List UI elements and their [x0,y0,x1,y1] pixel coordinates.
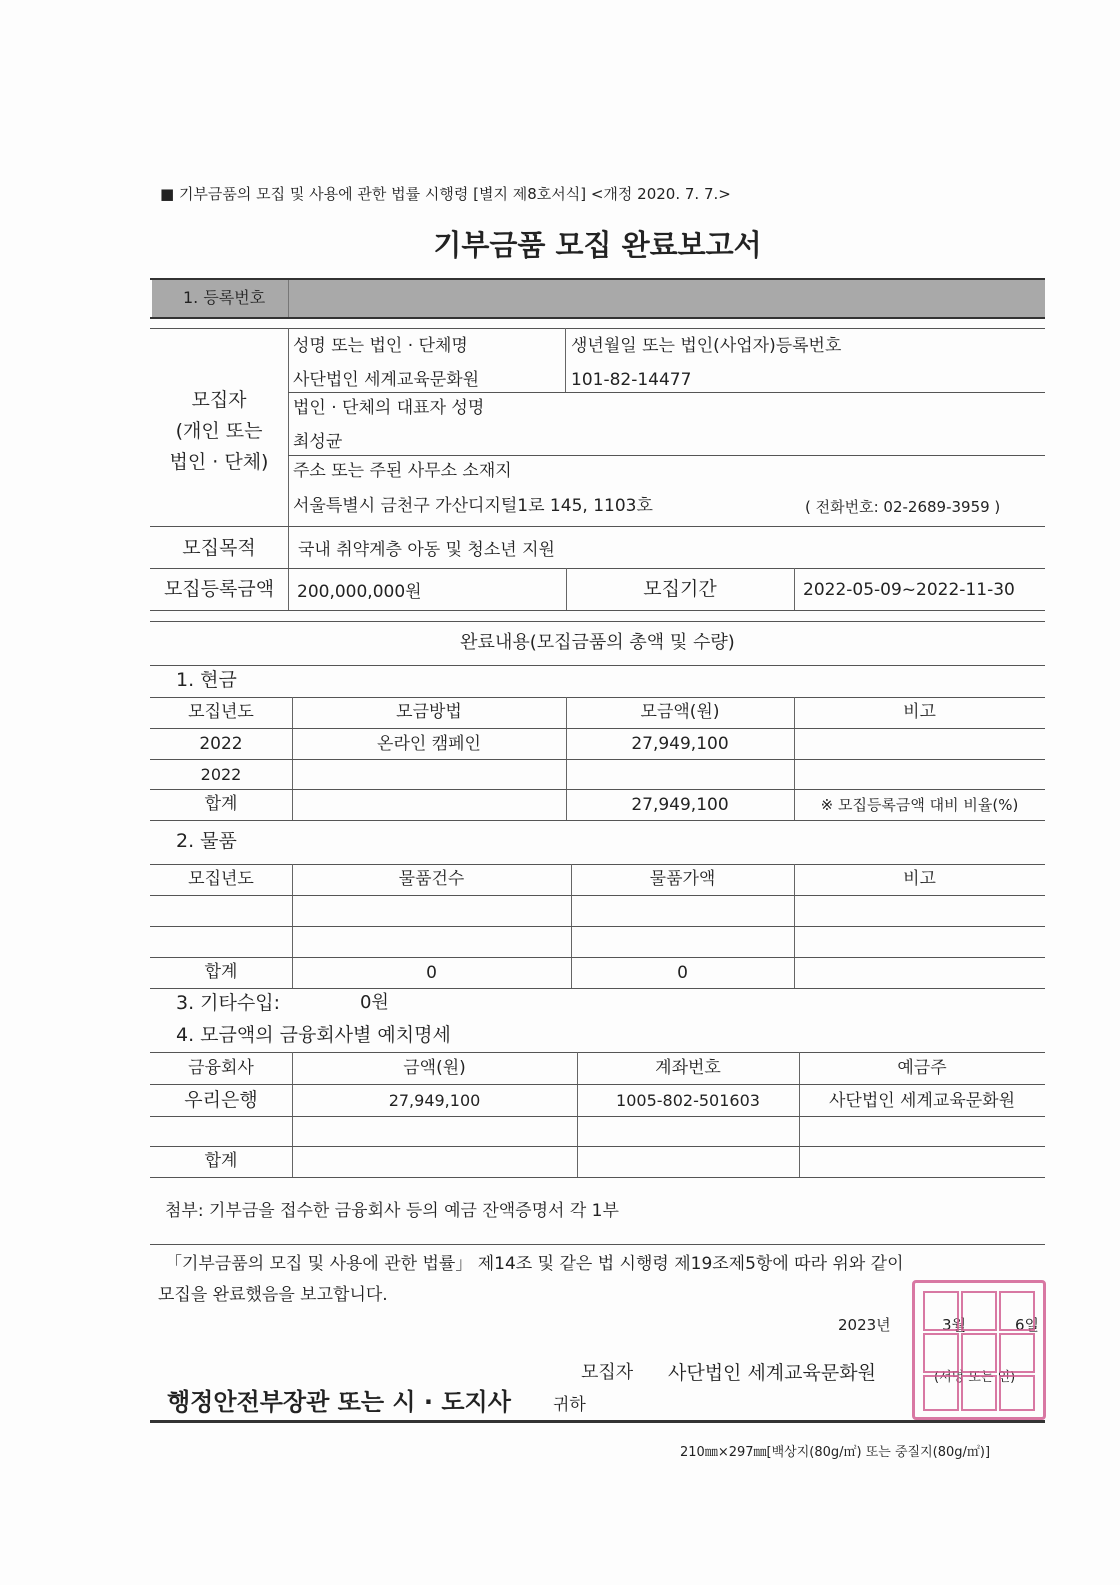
attachment-note: 첨부: 기부금을 접수한 금융회사 등의 예금 잔액증명서 각 1부 [165,1201,619,1221]
regno-value[interactable]: 101-82-14477 [571,370,692,390]
rep-value[interactable]: 최성균 [293,432,343,452]
cash-header-year: 모집년도 [188,702,254,722]
signer-label: 모집자 [581,1362,634,1383]
table-cell: 2022 [200,765,242,784]
goods-total-label: 합계 [204,962,238,982]
date-month[interactable]: 3월 [942,1316,967,1334]
deposit-header-holder: 예금주 [897,1058,947,1078]
other-income-value: 0원 [360,992,389,1013]
cash-total-note: ※ 모집등록금액 대비 비율(%) [820,796,1019,814]
date-day[interactable]: 6일 [1015,1316,1040,1334]
date-year[interactable]: 2023년 [838,1316,891,1334]
purpose-value[interactable]: 국내 취약계층 아동 및 청소년 지원 [298,540,555,560]
cash-total-label: 합계 [204,794,238,814]
table-cell: 1005-802-501603 [616,1091,760,1110]
deposit-header-bank: 금융회사 [188,1058,254,1078]
deposit-header-account: 계좌번호 [655,1058,721,1078]
goods-header-note: 비고 [903,869,936,889]
registration-row [152,280,1045,317]
table-cell: 27,949,100 [388,1091,481,1110]
document-title: 기부금품 모집 완료보고서 [433,228,762,262]
collector-label: 모집자 (개인 또는 법인 · 단체) [169,389,269,473]
goods-section-title: 2. 물품 [176,830,237,852]
name-label: 성명 또는 법인 · 단체명 [293,336,468,356]
table-cell: 우리은행 [184,1089,258,1111]
signer-value[interactable]: 사단법인 세계교육문화원 [668,1362,876,1384]
address-label: 주소 또는 주된 사무소 소재지 [293,461,512,481]
table-cell: 사단법인 세계교육문화원 [828,1091,1016,1111]
cash-total-amount: 27,949,100 [631,795,729,815]
sign-note: (서명 또는 인) [934,1370,1016,1385]
table-cell: 27,949,100 [631,734,729,754]
table-cell: 2022 [199,734,243,754]
statement-line-1: 「기부금품의 모집 및 사용에 관한 법률」 제14조 및 같은 법 시행령 제19조제5항에 따라 위와 같이 [165,1254,904,1274]
goods-total-value: 0 [677,963,688,983]
paper-spec-footer: 210㎜×297㎜[백상지(80g/㎡) 또는 중질지(80g/㎡)] [680,1445,991,1460]
deposit-total-label: 합계 [204,1151,238,1171]
addressee-suffix: 귀하 [553,1395,586,1415]
cash-header-note: 비고 [903,702,936,722]
official-seal-icon [912,1280,1046,1420]
form-reference: ■ 기부금품의 모집 및 사용에 관한 법률 시행령 [별지 제8호서식] <개정 2020. 7. 7.> [160,185,731,203]
goods-header-count: 물품건수 [398,869,465,889]
rep-label: 법인 · 단체의 대표자 성명 [293,398,485,418]
regno-label: 생년월일 또는 법인(사업자)등록번호 [571,336,842,356]
registration-label: 1. 등록번호 [183,288,266,307]
cash-header-amount: 모금액(원) [640,702,720,722]
purpose-label: 모집목적 [182,537,256,559]
cash-section-title: 1. 현금 [176,669,237,691]
goods-total-count: 0 [426,963,437,983]
statement-line-2: 모집을 완료했음을 보고합니다. [158,1285,388,1305]
address-value[interactable]: 서울특별시 금천구 가산디지털1로 145, 1103호 [293,496,653,516]
deposit-header-amount: 금액(원) [403,1058,466,1078]
period-label: 모집기간 [643,578,717,600]
completion-title: 완료내용(모집금품의 총액 및 수량) [460,632,735,653]
name-value[interactable]: 사단법인 세계교육문화원 [293,370,480,390]
amount-value[interactable]: 200,000,000원 [297,582,422,602]
addressee: 행정안전부장관 또는 시 · 도지사 [167,1388,511,1416]
other-income-label: 3. 기타수입: [176,992,280,1014]
cash-header-method: 모금방법 [396,702,462,722]
phone-number[interactable]: ( 전화번호: 02-2689-3959 ) [805,498,1001,516]
table-cell: 온라인 캠페인 [377,734,481,754]
goods-header-year: 모집년도 [188,869,254,889]
deposits-section-title: 4. 모금액의 금융회사별 예치명세 [176,1024,451,1046]
goods-header-value: 물품가액 [649,869,716,889]
amount-label: 모집등록금액 [163,578,275,600]
period-value[interactable]: 2022-05-09~2022-11-30 [803,580,1015,600]
